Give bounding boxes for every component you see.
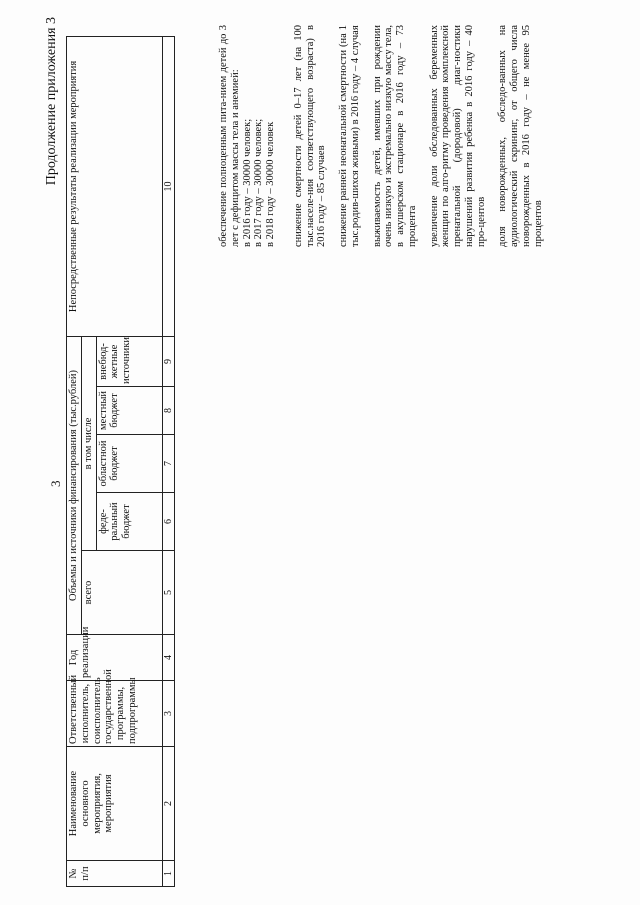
column-number: 4 (162, 635, 174, 681)
appendix-title: Продолжение приложения 3 (44, 17, 59, 186)
header-funding: Объемы и источники финансирования (тыс.рублей) (67, 336, 82, 634)
header-including: в том числе (81, 336, 96, 550)
result-item: доля новорожденных, обследо-ванных на аудиологический скрининг, от общего числа новорожденных в 2016 году – не менее 95 процентов (497, 25, 544, 247)
header-executor: Ответственный исполнитель, соисполнитель государственной программы, подпрограммы (67, 681, 163, 747)
result-item: выживаемость детей, имевших при рождении очень низкую и экстремально низкую массу тела, в акушерском стационаре в 2016 году – 73 процента (371, 25, 418, 247)
page-number: 3 (48, 480, 63, 487)
column-number: 9 (162, 336, 174, 386)
header-num: № п/п (67, 861, 163, 887)
header-results: Непосредственные результаты реализации мероприятия (67, 36, 163, 336)
column-number: 2 (162, 747, 174, 861)
header-name: Наименование основного мероприятия, мероприятия (67, 747, 163, 861)
result-item: увеличение доли обследованных беременных женщин по алго-ритму проведения комплексной пренатальной (дородовой) диаг-ностики нарушений развития ребенка в 2016 году – 40 про-центов (428, 25, 487, 247)
result-item: снижение смертности детей 0–17 лет (на 100 тыс.населе-ния соответствующего возраста) в 2016 году – 85 случаев (292, 25, 328, 247)
column-number: 8 (162, 387, 174, 435)
result-line: в 2016 году – 30000 человек; (241, 118, 253, 247)
result-item (218, 25, 277, 247)
column-number: 5 (162, 551, 174, 635)
result-text: обеспечение полноценным пита-нием детей до 3 лет с дефицитом массы тела и анемией: (218, 25, 241, 247)
header-total: всего (81, 551, 162, 635)
column-number: 7 (162, 435, 174, 493)
program-table (66, 36, 175, 887)
header-offbudget: внебюд-жетные источники (96, 336, 162, 386)
result-line: в 2018 году – 30000 человек (265, 121, 276, 247)
column-number: 1 (162, 861, 174, 887)
column-number: 6 (162, 493, 174, 551)
header-year: Год реализации (67, 635, 163, 681)
column-number: 10 (162, 36, 174, 336)
column-number-row (162, 36, 174, 886)
rotated-page-content (40, 17, 600, 887)
header-federal: феде-ральный бюджет (96, 493, 162, 551)
result-line: в 2017 году – 30000 человек; (253, 118, 265, 247)
header-row-1 (67, 36, 82, 886)
header-regional: областной бюджет (96, 435, 162, 493)
result-item: снижение ранней неонатальной смертности (на 1 тыс.родив-шихся живыми) в 2016 году – 4 случая (338, 25, 361, 247)
header-local: местный бюджет (96, 387, 162, 435)
results-column (218, 25, 554, 247)
column-number: 3 (162, 681, 174, 747)
